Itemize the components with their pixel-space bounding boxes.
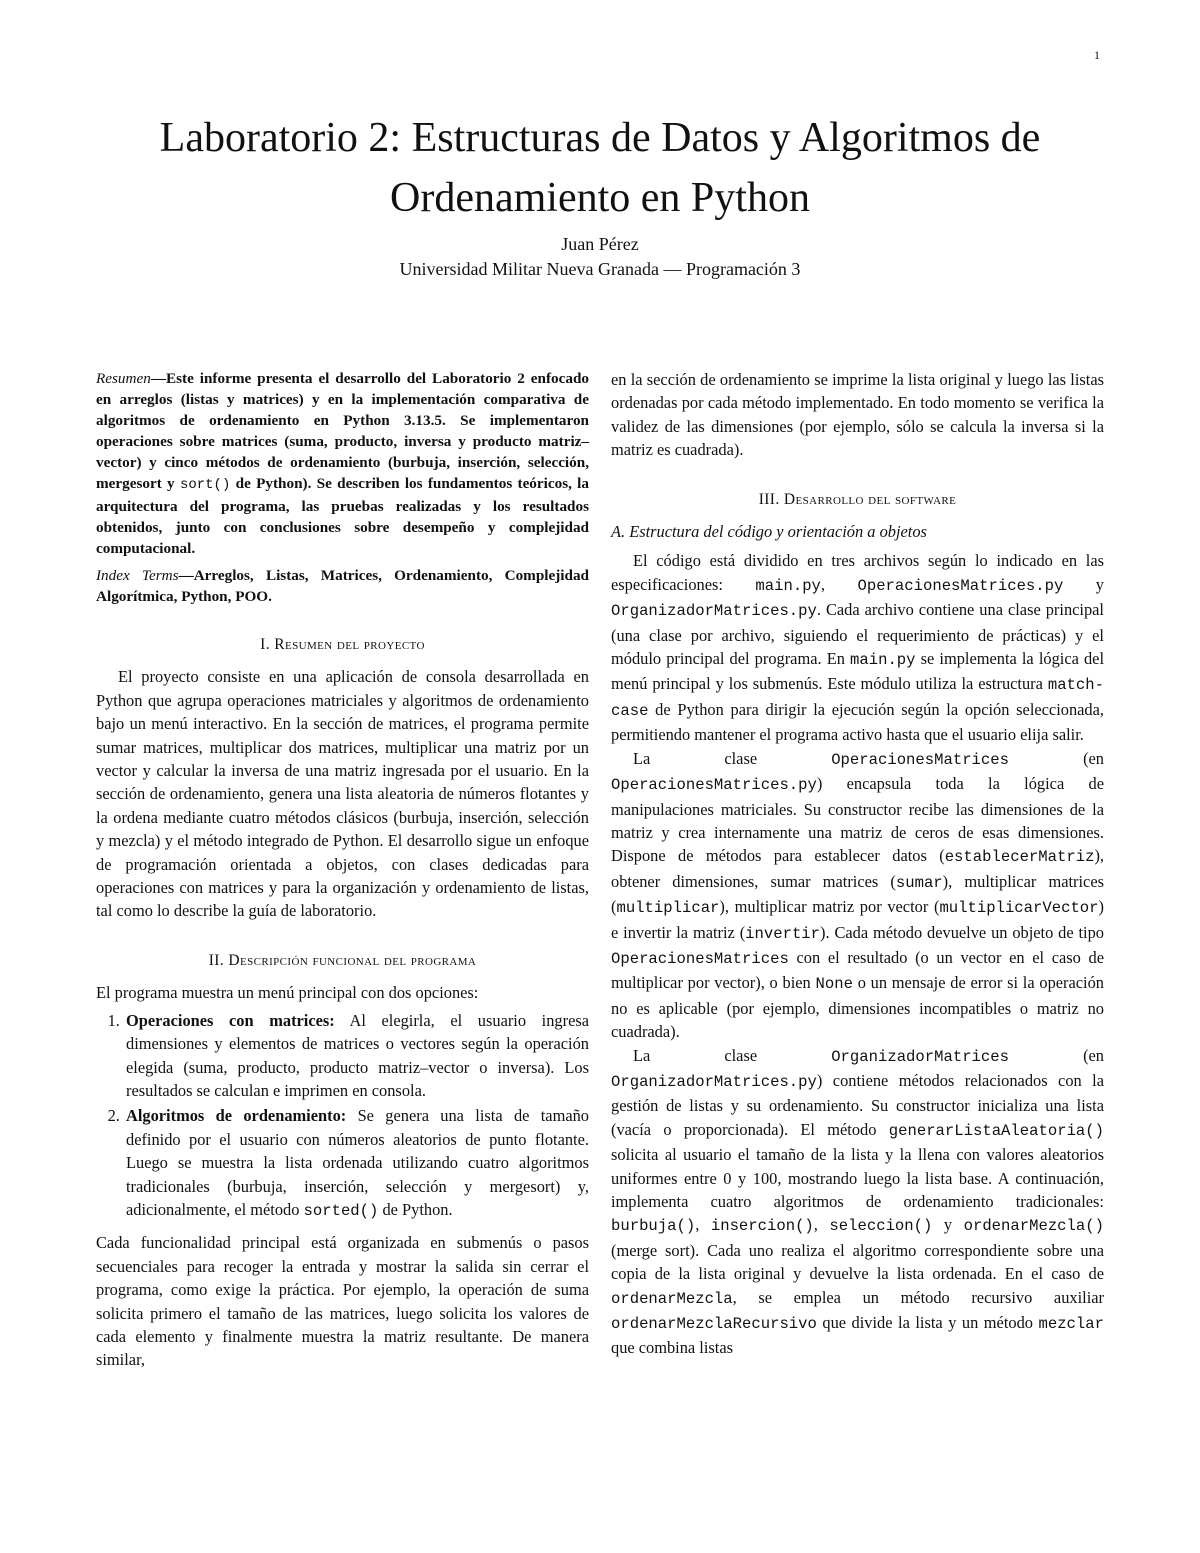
inline-code: establecerMatriz — [944, 848, 1095, 867]
text: La clase — [633, 1045, 832, 1065]
text: , — [695, 1215, 711, 1235]
text: ) encapsula toda la lógica de manipulaciones matriciales. Su constructor recibe las dimensiones de la matriz y crea internamente una matriz de ceros de esas dimensiones. Dispone de métodos para establecer datos ( — [611, 774, 1104, 866]
list-item-title: Algoritmos de ordenamiento: — [126, 1106, 347, 1126]
page-number: 1 — [1094, 48, 1100, 62]
section-2-paragraph: Cada funcionalidad principal está organizada en submenús o pasos secuenciales para recoger la entrada y mostrar la salida sin cerrar el programa, como exige la práctica. Por ejemplo, la operación de suma solicita primero el tamaño de las matrices, luego solicita los valores de cada elemento y finalmente muestra la matriz resultante. De manera similar, — [96, 1233, 589, 1370]
text: ) e invertir la matriz ( — [611, 897, 1104, 942]
section-heading-3: III. Desarrollo del software — [758, 490, 957, 508]
inline-code: OperacionesMatrices — [831, 750, 1009, 769]
inline-code: invertir — [745, 924, 821, 943]
abstract-text: —Este informe presenta el desarrollo del Laboratorio 2 enfocado en arreglos (listas y matrices) y en la implementación comparativa de algoritmos de ordenamiento en Python 3.13.5. Se implementaron operaciones sobre matrices (suma, producto, inversa y producto matriz–vector) y cinco métodos de ordenamiento (burbuja, inserción, selección, mergesort y — [96, 370, 589, 492]
index-terms-text: —Arreglos, Listas, Matrices, Ordenamiento, Complejidad Algorítmica, Python, POO. — [96, 567, 589, 605]
section-heading-2: II. Descripción funcional del programa — [208, 951, 477, 969]
inline-code: OrganizadorMatrices.py — [611, 1072, 817, 1091]
inline-code: generarListaAleatoria() — [888, 1121, 1104, 1140]
text: y — [1063, 574, 1105, 594]
inline-code: ordenarMezclaRecursivo — [611, 1315, 817, 1334]
inline-code: insercion() — [710, 1217, 814, 1236]
text: , — [813, 1215, 830, 1235]
text: solicita al usuario el tamaño de la lista y la llena con valores aleatorios uniformes entre 0 y 100, mostrando luego la lista base. A continuación, implementa cuatro algoritmos de ordenamiento tradicionales: — [611, 1145, 1104, 1211]
text: y — [932, 1215, 964, 1235]
left-column — [96, 368, 589, 1372]
inline-code: seleccion() — [829, 1217, 933, 1236]
inline-code: burbuja() — [611, 1217, 696, 1236]
index-terms-label: Index Terms — [96, 567, 179, 584]
text: ), multiplicar matriz por vector ( — [719, 897, 940, 917]
abstract-label: Resumen — [96, 370, 151, 387]
text: o un mensaje de error si la operación no es aplicable (por ejemplo, dimensiones incompatibles o matriz no cuadrada). — [611, 973, 1104, 1042]
text: (en — [1009, 748, 1104, 768]
list-item-title: Operaciones con matrices: — [126, 1010, 335, 1030]
inline-code: OrganizadorMatrices — [831, 1047, 1009, 1066]
text: ), multiplicar matrices ( — [611, 871, 1104, 917]
section-heading-1: I. Resumen del proyecto — [260, 636, 425, 653]
inline-code: sorted() — [303, 1201, 379, 1220]
inline-code: None — [815, 975, 853, 994]
text: ) contiene métodos relacionados con la gestión de listas y su ordenamiento. Su constructor inicializa una lista (vacía o proporcionada). El método — [611, 1070, 1104, 1139]
inline-code: main.py — [850, 651, 916, 670]
list-item-text: de Python. — [378, 1199, 453, 1219]
section-3a-paragraph-2 — [611, 747, 1104, 1044]
text: con el resultado (o un vector en el caso de multiplicar por vector), o bien — [611, 947, 1104, 993]
abstract — [96, 368, 589, 559]
section-3a-paragraph-1 — [611, 549, 1104, 746]
section-1-paragraph: El proyecto consiste en una aplicación de consola desarrollada en Python que agrupa operaciones matriciales y algoritmos de ordenamiento bajo un menú interactivo. En la sección de matrices, el programa permite sumar matrices, multiplicar dos matrices, multiplicar una matriz por un vector y calcular la inversa de una matriz ingresada por el usuario. En la sección de ordenamiento, genera una lista aleatoria de números flotantes y la ordena mediante cuatro métodos clásicos (burbuja, inserción, selección y mezcla) y el método integrado de Python. El desarrollo sigue un enfoque de programación orientada a objetos, con clases dedicadas para operaciones con matrices y para la organización y ordenamiento de listas, tal como lo describe la guía de laboratorio. — [96, 667, 589, 921]
text: , — [820, 574, 858, 594]
author-name: Juan Pérez — [561, 234, 639, 254]
inline-code: ordenarMezcla — [611, 1289, 733, 1308]
abstract-code: sort() — [179, 477, 231, 493]
text: se implementa la lógica del menú principal y los submenús. Este módulo utiliza la estructura — [611, 649, 1104, 694]
section-3a-paragraph-3 — [611, 1044, 1104, 1360]
inline-code: multiplicar — [616, 899, 720, 918]
text: ), obtener dimensiones, sumar matrices ( — [611, 846, 1104, 891]
section-2-paragraph-continued: en la sección de ordenamiento se imprime la lista original y luego las listas ordenadas por cada método implementado. En todo momento se verifica la validez de las dimensiones (por ejemplo, sólo se calcula la inversa si la matriz es cuadrada). — [611, 370, 1104, 460]
text: El código está dividido en tres archivos según lo indicado en las especificaciones: — [611, 551, 1104, 594]
text: . Cada archivo contiene una clase principal (una clase por archivo, siguiendo el requerimiento de prácticas) y el módulo principal del programa. En — [611, 600, 1104, 669]
text: que combina listas — [611, 1338, 733, 1358]
inline-code: match-case — [611, 676, 1104, 720]
subsection-heading-a: A. Estructura del código y orientación a objetos — [611, 522, 927, 542]
text: La clase — [633, 748, 832, 768]
text: , se emplea un método recursivo auxiliar — [732, 1287, 1104, 1307]
inline-code: mezclar — [1038, 1315, 1104, 1334]
inline-code: OperacionesMatrices — [611, 949, 789, 968]
list-item-text: Se genera una lista de tamaño definido por el usuario con números aleatorios de punto flotante. Luego se muestra la lista ordenada utilizando cuatro algoritmos tradicionales (burbuja, inserción, selección y mergesort) y, adicionalmente, el método — [126, 1106, 589, 1219]
list-item-text: Al elegirla, el usuario ingresa dimensiones y elementos de matrices o vectores según la operación elegida (suma, producto, producto matriz–vector o inversa). Los resultados se calculan e imprimen en consola. — [126, 1010, 590, 1100]
text: ). Cada método devuelve un objeto de tipo — [820, 922, 1104, 942]
menu-options-list — [96, 1009, 589, 1224]
index-terms — [96, 565, 589, 607]
inline-code: main.py — [755, 576, 821, 595]
inline-code: ordenarMezcla() — [963, 1217, 1104, 1236]
text: (merge sort). Cada uno realiza el algoritmo correspondiente sobre una copia de la lista original y devuelve la lista ordenada. En el caso de — [611, 1240, 1104, 1284]
author-affiliation: Universidad Militar Nueva Granada — Programación 3 — [399, 259, 801, 279]
text: (en — [1009, 1045, 1104, 1065]
section-2-intro: El programa muestra un menú principal con dos opciones: — [96, 983, 479, 1003]
inline-code: multiplicarVector — [939, 899, 1099, 918]
inline-code: OperacionesMatrices.py — [857, 576, 1064, 595]
inline-code: OrganizadorMatrices.py — [611, 602, 817, 621]
text: que divide la lista y un método — [816, 1313, 1039, 1333]
text: de Python para dirigir la ejecución según la opción seleccionada, permitiendo mantener el programa activo hasta que el usuario elija salir. — [611, 699, 1104, 745]
list-item — [124, 1009, 589, 1103]
right-column — [611, 368, 1104, 1360]
list-item — [124, 1104, 589, 1223]
inline-code: OperacionesMatrices.py — [611, 776, 817, 795]
abstract-text-end: de Python). Se describen los fundamentos teóricos, la arquitectura del programa, las pruebas realizadas y los resultados obtenidos, junto con conclusiones sobre desempeño y complejidad computacional. — [96, 475, 589, 557]
inline-code: sumar — [895, 873, 943, 892]
paper-title: Laboratorio 2: Estructuras de Datos y Algoritmos de Ordenamiento en Python — [159, 115, 1041, 221]
